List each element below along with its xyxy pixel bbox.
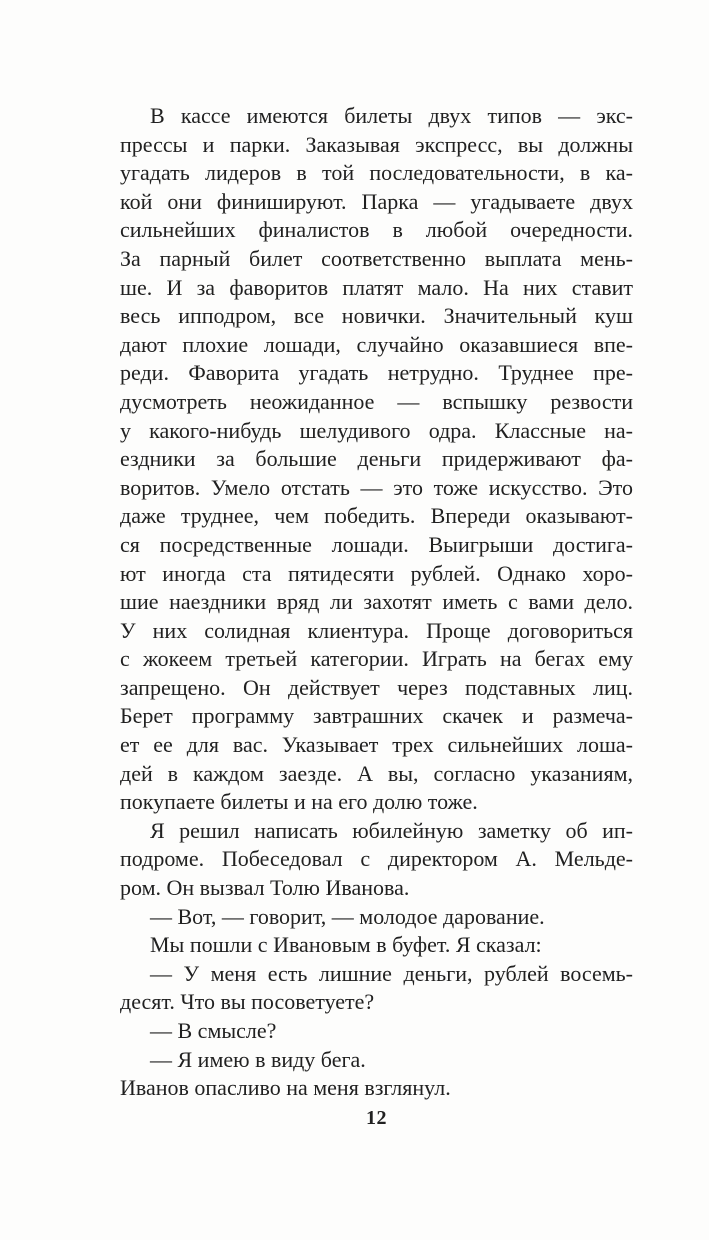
paragraph	[120, 817, 633, 903]
text-line: с жокеем третьей категории. Играть на бегах ему	[120, 646, 633, 672]
text-line: даже труднее, чем победить. Впереди оказывают-	[120, 503, 633, 529]
page-number: 12	[366, 1107, 387, 1129]
text-line: — Вот, — говорит, — молодое дарование.	[150, 903, 545, 929]
text-line: — У меня есть лишние деньги, рублей восемь-	[150, 960, 633, 986]
text-line: воритов. Умело отстать — это тоже искусство. Это	[120, 474, 633, 500]
text-line: ездники за большие деньги придерживают фа-	[120, 446, 633, 472]
text-line: угадать лидеров в той последовательности, в ка-	[120, 160, 633, 186]
text-line: шие наездники вряд ли захотят иметь с вами дело.	[120, 589, 633, 615]
text-line: прессы и парки. Заказывая экспресс, вы должны	[120, 131, 633, 157]
text-line: реди. Фаворита угадать нетрудно. Труднее пре-	[120, 360, 633, 386]
paragraph	[120, 1046, 633, 1075]
text-line: весь ипподром, все новички. Значительный куш	[120, 303, 633, 329]
text-line: подроме. Побеседовал с директором А. Мельде-	[120, 846, 633, 872]
paragraph	[120, 1017, 633, 1046]
text-line: десят. Что вы посоветуете?	[120, 989, 375, 1015]
paragraph	[120, 960, 633, 1017]
text-line: дают плохие лошади, случайно оказавшиеся впе-	[120, 331, 633, 357]
text-line: В кассе имеются билеты двух типов — экс-	[150, 103, 633, 128]
text-line: дей в каждом заезде. А вы, согласно указаниям,	[120, 760, 633, 786]
text-line: Берет программу завтрашних скачек и размеча-	[120, 703, 633, 729]
text-line: ют иногда ста пятидесяти рублей. Однако хоро-	[120, 560, 633, 586]
paragraph	[120, 102, 633, 817]
text-line: У них солидная клиентура. Проще договориться	[120, 617, 633, 643]
text-line: — В смысле?	[150, 1018, 277, 1043]
text-line: покупаете билеты и на его долю тоже.	[120, 789, 478, 815]
text-line: ром. Он вызвал Толю Иванова.	[120, 875, 410, 901]
text-line: Мы пошли с Ивановым в буфет. Я сказал:	[150, 932, 542, 958]
paragraph	[120, 903, 633, 932]
text-line: Я решил написать юбилейную заметку об ип-	[150, 817, 633, 843]
text-line: запрещено. Он действует через подставных лиц.	[120, 674, 633, 700]
text-line: Иванов опасливо на меня взглянул.	[120, 1075, 451, 1101]
paragraph	[120, 931, 633, 960]
text-line: ет ее для вас. Указывает трех сильнейших лоша-	[120, 732, 633, 758]
page-text	[120, 102, 633, 1103]
page-footer	[120, 1106, 633, 1130]
text-line: кой они финишируют. Парка — угадываете двух	[120, 188, 633, 214]
text-line: дусмотреть неожиданное — вспышку резвости	[120, 388, 633, 414]
paragraph	[120, 1074, 633, 1103]
text-line: За парный билет соответственно выплата мень-	[120, 245, 633, 271]
text-line: — Я имею в виду бега.	[150, 1046, 366, 1072]
text-line: ше. И за фаворитов платят мало. На них ставит	[120, 274, 633, 300]
text-line: сильнейших финалистов в любой очередности.	[120, 217, 633, 243]
text-line: ся посредственные лошади. Выигрыши достига-	[120, 531, 633, 557]
text-line: у какого-нибудь шелудивого одра. Классные на-	[120, 417, 633, 443]
